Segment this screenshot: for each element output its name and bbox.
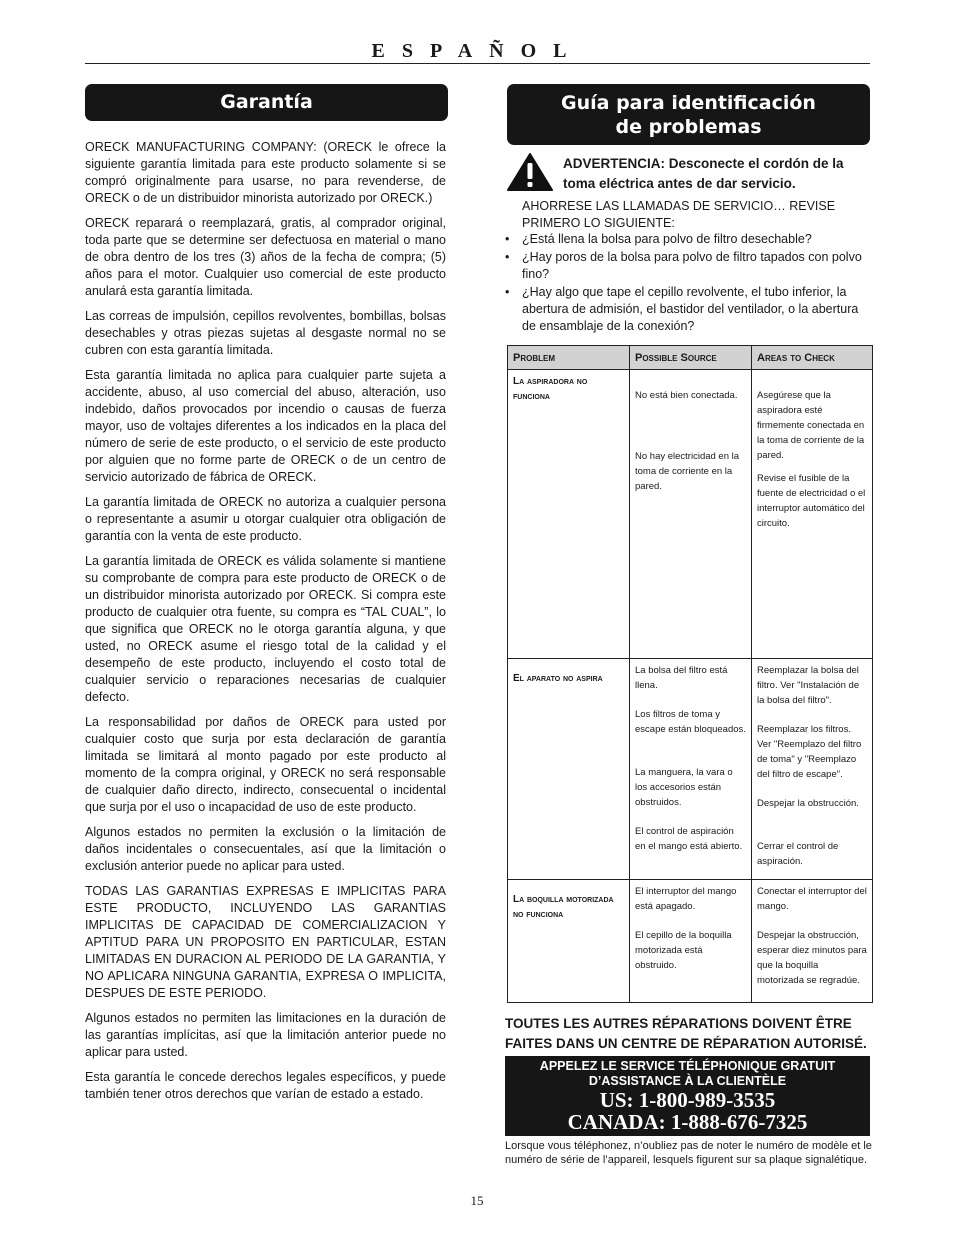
page-number: 15 xyxy=(470,1193,484,1208)
troubleshooting-banner xyxy=(507,84,870,145)
phone-canada: CANADA: 1-888-676-7325 xyxy=(567,1110,808,1134)
list-item: • ¿Hay algo que tape el cepillo revolvente, el tubo inferior, la abertura de admisión, el bastidor del ventilador, o la abertura de ensamblaje de la conexión? xyxy=(505,285,859,333)
checklist xyxy=(505,231,875,336)
warranty-paragraph: Esta garantía le concede derechos legales específicos, y puede también tener otros derechos que varían de estado a estado. xyxy=(85,1070,446,1101)
warning-text: ADVERTENCIA: Desconecte el cordón de la toma eléctrica antes de dar servicio. xyxy=(563,156,844,191)
warranty-paragraph: Algunos estados no permiten las limitaciones en la duración de las garantías implícitas, así que la limitación anterior puede no aplicar para usted. xyxy=(85,1011,446,1059)
header-possible-source: Possible Source xyxy=(630,346,752,370)
language-header: ESPAÑOL xyxy=(371,40,584,62)
troubleshooting-table xyxy=(507,345,873,1003)
warranty-paragraph: La garantía limitada de ORECK es válida solamente si mantiene su comprobante de compra para este producto de ORECK o de un distribuidor minorista autorizado por ORECK. Si compra este producto de cualquier otra fuente, su compra es “TAL CUAL”, lo que significa que ORECK no le otorga garantía alguna, y que usted, no ORECK asume el riesgo total de la calidad y el desempeño de este producto, incluyendo el costo total de cualquier servicio o reparaciones necesarias de cualquier defecto. xyxy=(85,554,446,704)
warranty-paragraph: TODAS LAS GARANTIAS EXPRESAS E IMPLICITAS PARA ESTE PRODUCTO, INCLUYENDO LAS GARANTIAS IMPLICITAS DE CAPACIDAD DE COMERCIALIZACION Y APTITUD PARA UN PROPOSITO EN PARTICULAR, ESTAN LIMITADAS EN DURACION AL PERIODO DE LA GARANTIA, Y NO APLICARA NINGUNA GARANTIA, EXPRESA O IMPLICITA, DESPUES DE ESTE PERIODO. xyxy=(85,884,446,1000)
check-item: Revise el fusible de la fuente de electricidad o el interruptor automático del circuito. xyxy=(757,473,866,529)
list-item: • ¿Hay poros de la bolsa para polvo de filtro tapados con polvo fino? xyxy=(505,250,862,281)
troubleshooting-title-line1: Guía para identificación xyxy=(561,92,816,114)
header-areas-to-check: Areas to Check xyxy=(752,346,873,370)
bullet: • xyxy=(505,250,510,264)
warranty-paragraph: Las correas de impulsión, cepillos revolventes, bombillas, bolsas desechables y otras piezas sujetas al desgaste normal no se cubren con esta garantía limitada. xyxy=(85,309,446,357)
repair-notice: TOUTES LES AUTRES RÉPARATIONS DOIVENT ÊTRE FAITES DANS UN CENTRE DE RÉPARATION AUTORISÉ. xyxy=(505,1016,867,1051)
warranty-paragraph: ORECK reparará o reemplazará, gratis, al comprador original, toda parte que se determine ser defectuosa en material o mano de obra dentro de los tres (3) años de la fecha de compra; (5) años para el motor. Cualquier uso comercial de este producto anulará esta garantía limitada. xyxy=(85,216,446,298)
source-item: La bolsa del filtro está llena. xyxy=(635,665,728,691)
warranty-banner xyxy=(85,84,448,121)
source-item: No hay electricidad en la toma de corriente en la pared. xyxy=(635,451,740,492)
problem-cell: La boquilla motorizada no funciona xyxy=(513,894,614,920)
warranty-paragraph: La responsabilidad por daños de ORECK para usted por cualquier costo que surja por esta declaración de garantía limitada se limitará al monto pagado por este producto al momento de la compra original, y ORECK no será responsable de cualquier daño directo, indirecto, consecuental o incidental que surja por el uso o incapacidad de uso de este producto. xyxy=(85,715,446,814)
check-item: Conectar el interruptor del mango. xyxy=(757,886,867,912)
troubleshooting-title-line2: de problemas xyxy=(615,116,762,138)
source-item: No está bien conectada. xyxy=(635,390,738,401)
table-header-row xyxy=(508,346,873,370)
list-item: • ¿Está llena la bolsa para polvo de filtro desechable? xyxy=(505,232,812,246)
service-note: Lorsque vous téléphonez, n’oubliez pas de noter le numéro de modèle et le numéro de série de l’appareil, lesquels figurent sur sa plaque signalétique. xyxy=(505,1140,872,1166)
phone-us: US: 1-800-989-3535 xyxy=(599,1088,776,1112)
check-item: Reemplazar la bolsa del filtro. Ver "Instalación de la bolsa del filtro". xyxy=(757,665,860,706)
table-row xyxy=(508,370,873,659)
call-title: APPELEZ LE SERVICE TÉLÉPHONIQUE GRATUIT D’ASSISTANCE À LA CLIENTÈLE xyxy=(539,1059,836,1088)
check-item: Despejar la obstrucción, esperar diez minutos para que la boquilla motorizada se regradúe. xyxy=(757,930,867,986)
problem-cell: El aparato no aspira xyxy=(513,673,603,684)
warranty-paragraph: Algunos estados no permiten la exclusión o la limitación de daños incidentales o consecuentales, así que la limitación o exclusión anterior puede no aplicar para usted. xyxy=(85,825,446,873)
check-item: Cerrar el control de aspiración. xyxy=(757,841,839,867)
warranty-text xyxy=(85,139,446,1111)
warning-triangle-icon xyxy=(507,153,553,191)
warranty-paragraph: Esta garantía limitada no aplica para cualquier parte sujeta a accidente, abuso, al uso comercial del abuso, alteración, uso indebido, daños provocados por incendio o causas de fuerza mayor, uso de voltajes diferentes a los indicados en la placa del número de serie de este producto, o el servicio de este producto por alguien que no forme parte de ORECK o de un centro de servicio autorizado de fábrica de ORECK. xyxy=(85,368,446,484)
source-item: El control de aspiración en el mango está abierto. xyxy=(635,826,743,852)
header-problem: Problem xyxy=(508,346,630,370)
bullet: • xyxy=(505,232,510,246)
header-rule xyxy=(85,63,870,64)
warranty-paragraph: La garantía limitada de ORECK no autoriza a cualquier persona o representante a asumir u otorgar cualquier otra obligación de garantía con la venta de este producto. xyxy=(85,495,446,543)
phone-box xyxy=(505,1056,870,1136)
source-item: El interruptor del mango está apagado. xyxy=(635,886,737,912)
table-row xyxy=(508,659,873,880)
warranty-paragraph: ORECK MANUFACTURING COMPANY: (ORECK le ofrece la siguiente garantía limitada para este producto solamente si se compró originalmente para usarse, no para revenderse, de ORECK o de un distribuidor minorista autorizado por ORECK.) xyxy=(85,140,446,205)
check-item: Reemplazar los filtros. Ver "Reemplazo del filtro de toma" y "Reemplazo del filtro de escape". xyxy=(757,724,862,780)
source-item: La manguera, la vara o los accesorios están obstruidos. xyxy=(635,767,733,808)
warranty-title: Garantía xyxy=(220,91,313,113)
bullet: • xyxy=(505,285,510,299)
source-item: Los filtros de toma y escape están bloqueados. xyxy=(635,709,746,735)
check-item: Asegúrese que la aspiradora esté firmemente conectada en la toma de corriente de la pared. xyxy=(757,390,865,461)
checklist-intro: AHORRESE LAS LLAMADAS DE SERVICIO… REVISE PRIMERO LO SIGUIENTE: xyxy=(522,199,836,230)
check-item: Despejar la obstrucción. xyxy=(757,798,859,809)
source-item: El cepillo de la boquilla motorizada está obstruido. xyxy=(635,930,732,971)
table-row xyxy=(508,880,873,1003)
problem-cell: La aspiradora no funciona xyxy=(513,376,588,402)
